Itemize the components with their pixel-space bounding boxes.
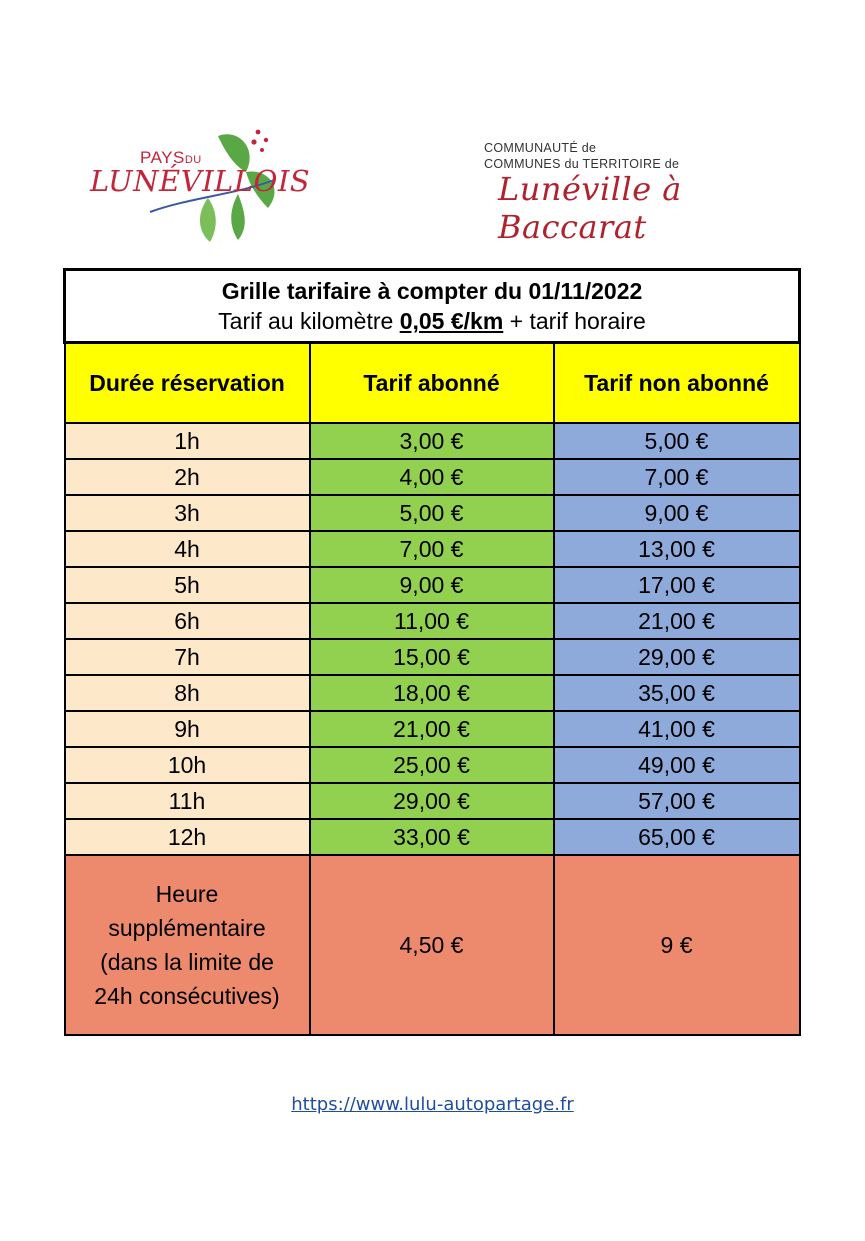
duration-cell: 5h	[65, 567, 310, 603]
table-row	[65, 711, 800, 747]
table-row	[65, 783, 800, 819]
non-subscriber-price-cell: 35,00 €	[554, 675, 800, 711]
duration-cell: 9h	[65, 711, 310, 747]
table-row	[65, 459, 800, 495]
table-row	[65, 819, 800, 855]
communaute-communes-logo	[484, 140, 804, 246]
subscriber-price-cell: 15,00 €	[310, 639, 554, 675]
header-subscriber: Tarif abonné	[310, 343, 554, 424]
table-row	[65, 423, 800, 459]
non-subscriber-price-cell: 9,00 €	[554, 495, 800, 531]
logo-du-text: DU	[184, 154, 202, 166]
subscriber-price-cell: 33,00 €	[310, 819, 554, 855]
subscriber-price-cell: 5,00 €	[310, 495, 554, 531]
table-title: Grille tarifaire à compter du 01/11/2022	[221, 278, 643, 304]
extra-hour-label: Heure supplémentaire (dans la limite de 24h consécutives)	[65, 855, 310, 1035]
table-title-cell	[65, 270, 800, 343]
logo-pays-text: PAYS	[140, 148, 185, 167]
non-subscriber-price-cell: 57,00 €	[554, 783, 800, 819]
logo-communaute-text: COMMUNAUTÉ de	[484, 141, 597, 155]
duration-cell: 11h	[65, 783, 310, 819]
subscriber-price-cell: 4,00 €	[310, 459, 554, 495]
subscriber-price-cell: 9,00 €	[310, 567, 554, 603]
duration-cell: 10h	[65, 747, 310, 783]
subscriber-price-cell: 21,00 €	[310, 711, 554, 747]
subscriber-price-cell: 18,00 €	[310, 675, 554, 711]
table-subtitle	[66, 306, 798, 336]
logo-luneville-baccarat-text: Lunéville à Baccarat	[498, 170, 682, 246]
website-link[interactable]: https://www.lulu-autopartage.fr	[291, 1094, 574, 1115]
non-subscriber-price-cell: 13,00 €	[554, 531, 800, 567]
table-row	[65, 531, 800, 567]
duration-cell: 2h	[65, 459, 310, 495]
non-subscriber-price-cell: 7,00 €	[554, 459, 800, 495]
non-subscriber-price-cell: 41,00 €	[554, 711, 800, 747]
non-subscriber-price-cell: 17,00 €	[554, 567, 800, 603]
duration-cell: 8h	[65, 675, 310, 711]
subscriber-price-cell: 25,00 €	[310, 747, 554, 783]
header-duration: Durée réservation	[65, 343, 310, 424]
duration-cell: 7h	[65, 639, 310, 675]
non-subscriber-price-cell: 65,00 €	[554, 819, 800, 855]
table-row	[65, 639, 800, 675]
subtitle-prefix: Tarif au kilomètre	[218, 308, 400, 334]
logo-communes-text: COMMUNES du TERRITOIRE de	[484, 157, 680, 171]
duration-cell: 12h	[65, 819, 310, 855]
duration-cell: 6h	[65, 603, 310, 639]
duration-cell: 1h	[65, 423, 310, 459]
subtitle-suffix: + tarif horaire	[503, 308, 646, 334]
extra-hour-subscriber: 4,50 €	[310, 855, 554, 1035]
subscriber-price-cell: 7,00 €	[310, 531, 554, 567]
subscriber-price-cell: 3,00 €	[310, 423, 554, 459]
subscriber-price-cell: 11,00 €	[310, 603, 554, 639]
non-subscriber-price-cell: 21,00 €	[554, 603, 800, 639]
table-row	[65, 495, 800, 531]
non-subscriber-price-cell: 5,00 €	[554, 423, 800, 459]
table-title-row	[65, 270, 800, 343]
tariff-table	[63, 268, 801, 1036]
table-row	[65, 747, 800, 783]
pays-du-lunevillois-logo	[88, 128, 311, 246]
extra-hour-non-subscriber: 9 €	[554, 855, 800, 1035]
non-subscriber-price-cell: 49,00 €	[554, 747, 800, 783]
table-row	[65, 567, 800, 603]
header-non-subscriber: Tarif non abonné	[554, 343, 800, 424]
km-rate: 0,05 €/km	[399, 308, 504, 334]
non-subscriber-price-cell: 29,00 €	[554, 639, 800, 675]
table-row	[65, 603, 800, 639]
duration-cell: 4h	[65, 531, 310, 567]
subscriber-price-cell: 29,00 €	[310, 783, 554, 819]
logo-lunevillois-text: LUNÉVILLOIS	[90, 164, 311, 198]
table-row	[65, 675, 800, 711]
table-body	[65, 423, 800, 855]
extra-hour-row	[65, 855, 800, 1035]
table-header-row	[65, 343, 800, 424]
duration-cell: 3h	[65, 495, 310, 531]
